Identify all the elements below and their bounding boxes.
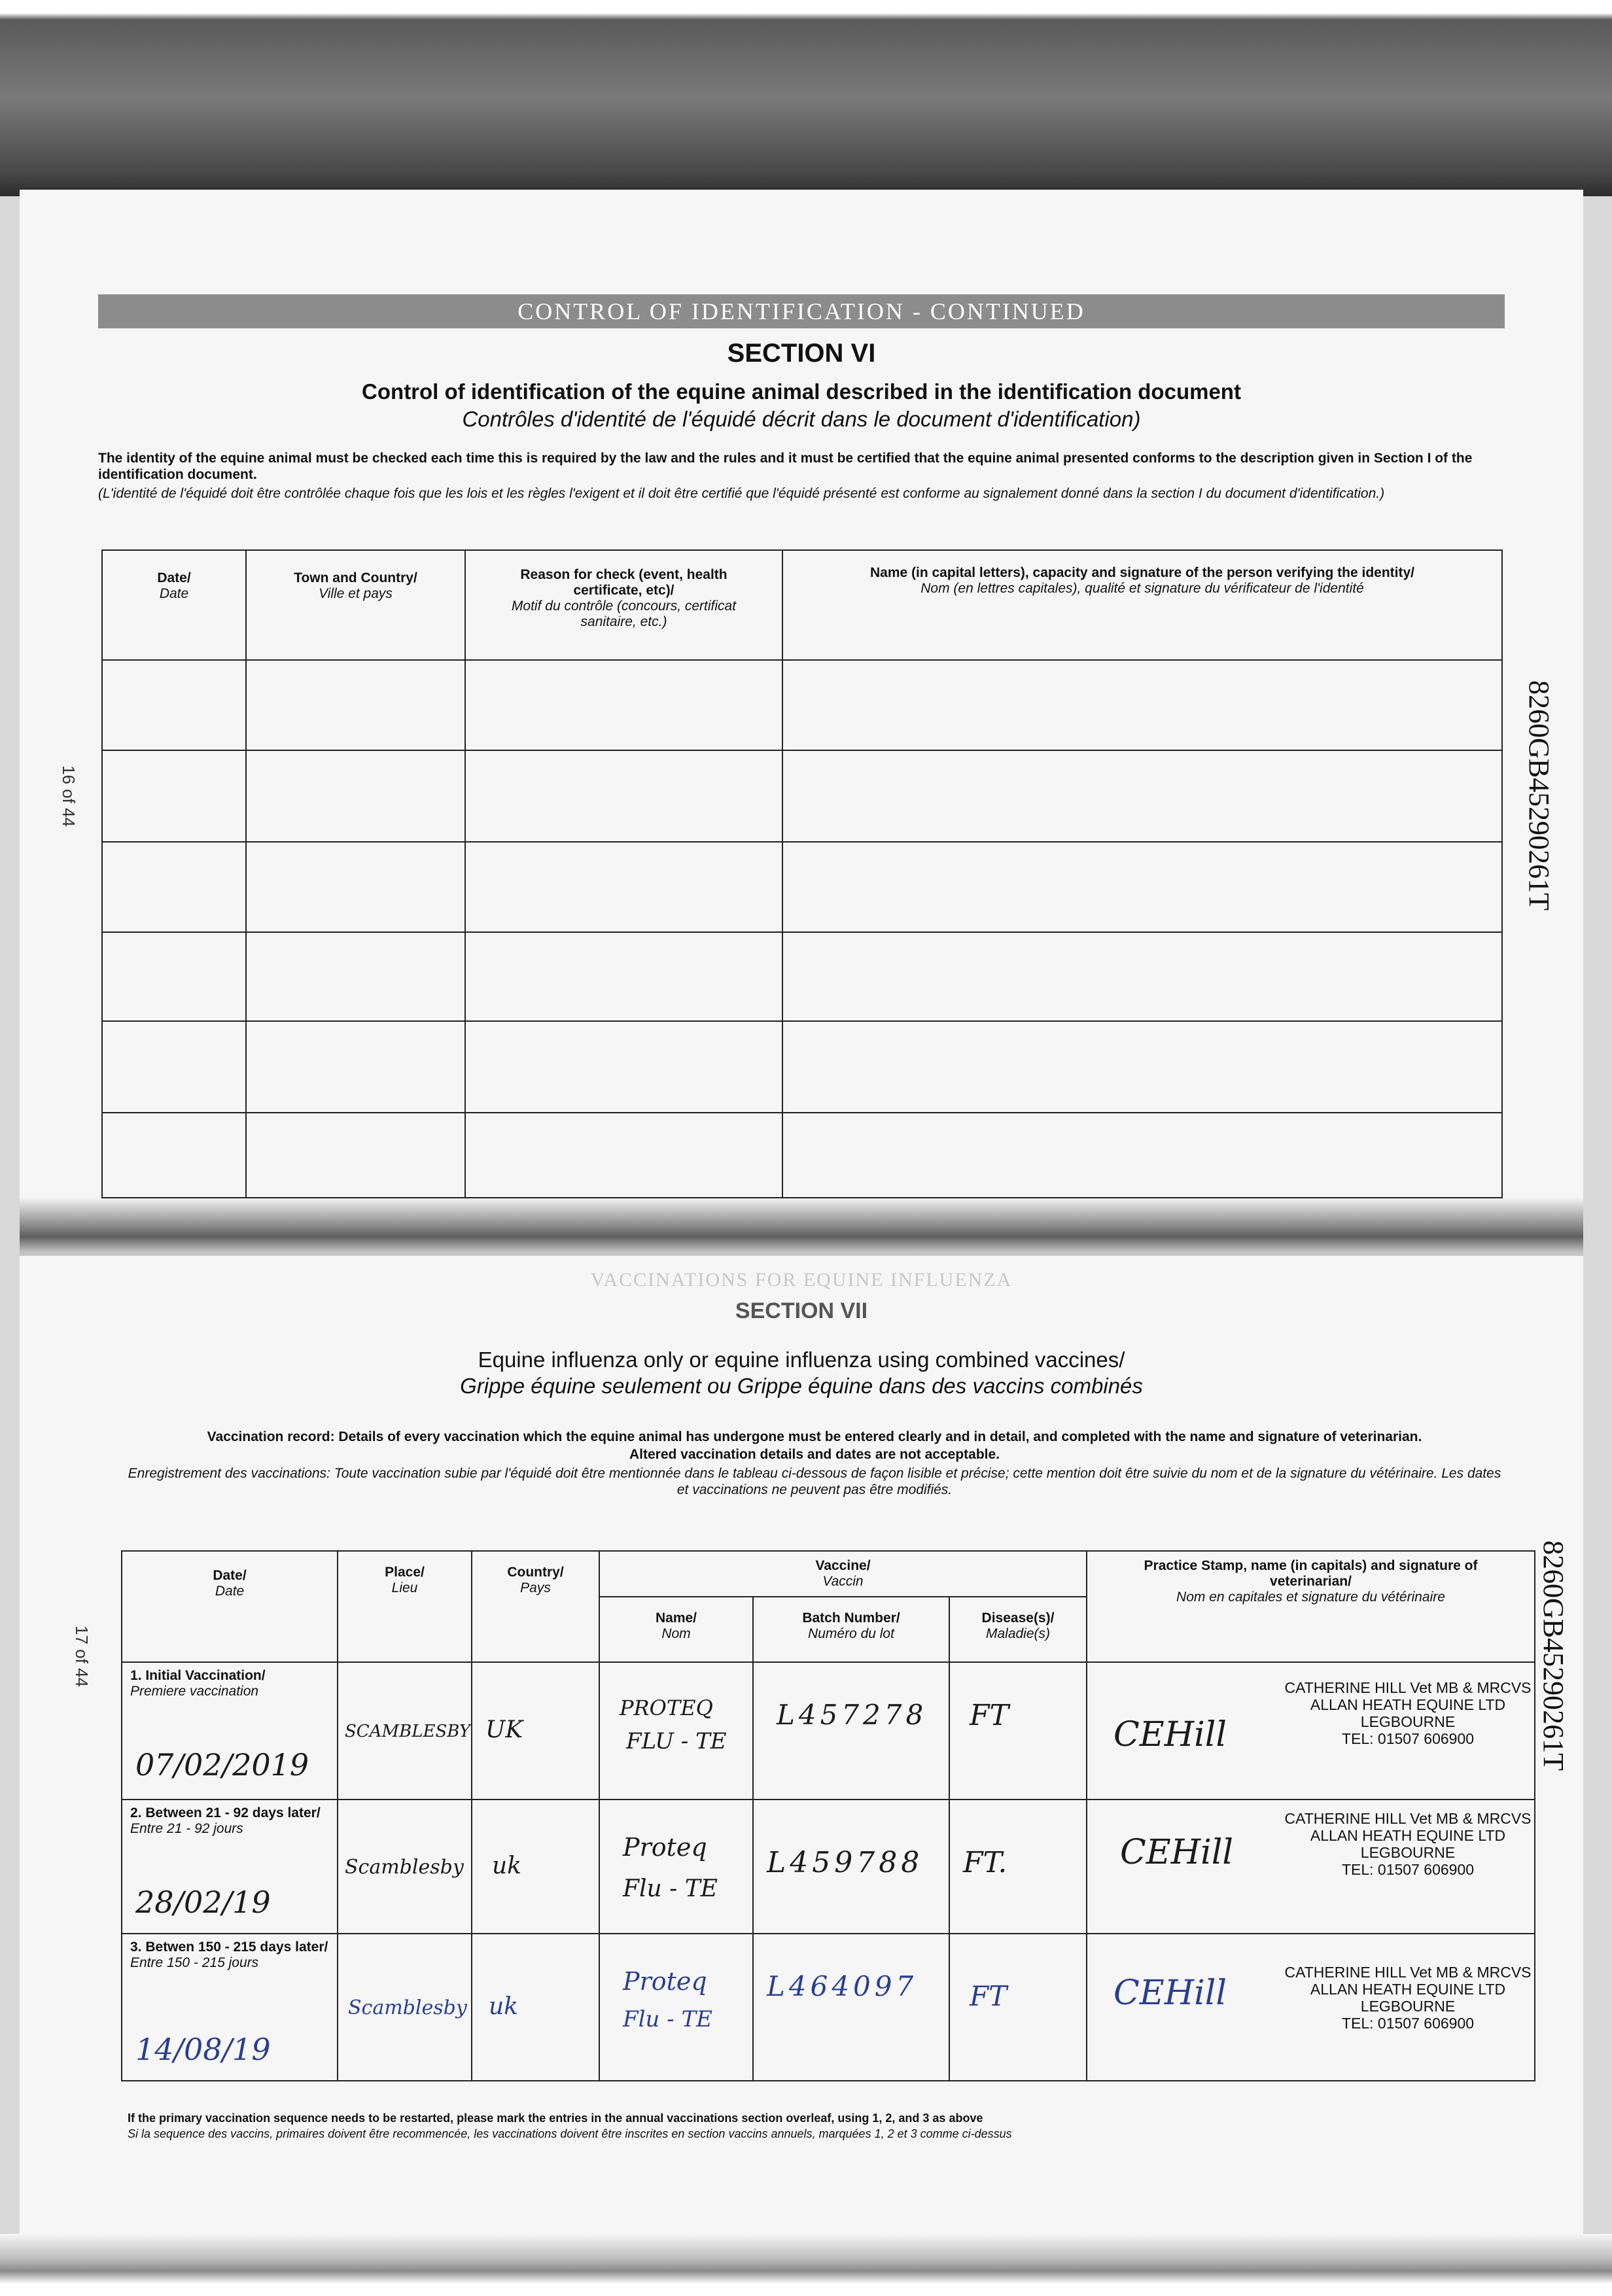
stamp-line: CATHERINE HILL Vet MB & MRCVS [1284, 1964, 1532, 1981]
vaccine-name-line2: Flu - TE [623, 1875, 718, 1902]
col-verifier-en: Name (in capital letters), capacity and signature of the person verifying the identity/ [869, 565, 1415, 580]
disease-cell [949, 1800, 1087, 1934]
vaccination-country: uk [492, 1852, 521, 1879]
vaccination-row-1 [122, 1662, 1535, 1800]
vax-name-fr: Nom [661, 1626, 691, 1641]
vax-vaccine-fr: Vaccin [822, 1574, 864, 1589]
col-reason-fr: Motif du contrôle (concours, certificat sanitaire, etc.) [511, 599, 737, 629]
col-batch-header [753, 1597, 949, 1662]
disease: FT. [963, 1846, 1008, 1879]
side-code-page16: 8260GB45290261T [1523, 680, 1555, 911]
stamp-line: ALLAN HEATH EQUINE LTD [1310, 1981, 1506, 1998]
disease: FT [970, 1980, 1008, 2012]
row-label: 3. Betwen 150 - 215 days later/ [130, 1939, 328, 1955]
vaccination-table [121, 1550, 1535, 2081]
vax-disease-en: Disease(s)/ [981, 1610, 1055, 1626]
vaccination-row-3 [122, 1934, 1535, 2081]
col-date-header [102, 550, 246, 660]
disease-cell [949, 1934, 1087, 2081]
date-cell [122, 1934, 338, 2081]
table-row [102, 750, 1502, 842]
vaccination-country: uk [489, 1993, 518, 2020]
country-cell [472, 1800, 599, 1934]
table-row [102, 842, 1502, 932]
batch-cell [753, 1800, 949, 1934]
section6-banner: CONTROL OF IDENTIFICATION - CONTINUED [98, 294, 1505, 328]
stamp-cell [1087, 1934, 1535, 2081]
stamp-line: TEL: 01507 606900 [1341, 2015, 1475, 2032]
section6-notice-fr: (L'identité de l'équidé doit être contrôlée chaque fois que les lois et les règles l'exigent et il doit être certifié que l'équidé présenté est conforme au signalement donné dans la section I du document d'identification.) [98, 486, 1385, 501]
col-reason-en: Reason for check (event, health certificate, etc)/ [520, 567, 727, 598]
stamp-cell [1087, 1662, 1535, 1800]
col-reason-header [465, 550, 782, 660]
row-label-fr: Entre 21 - 92 jours [130, 1821, 243, 1836]
section7-footer-fr: Si la sequence des vaccins, primaires doivent être recommencée, les vaccinations doivent être inscrites en section vaccins annuels, marquées 1, 2 et 3 comme ci-dessus [128, 2127, 1012, 2140]
page-number-17: 17 of 44 [72, 1626, 92, 1687]
section6-heading: SECTION VI [727, 339, 876, 368]
vax-stamp-en: Practice Stamp, name (in capitals) and signature of veterinarian/ [1144, 1558, 1478, 1589]
place-cell [338, 1934, 472, 2081]
col-verifier-header [782, 550, 1502, 660]
practice-stamp [1277, 1810, 1539, 1878]
vaccine-name-cell [599, 1934, 753, 2081]
vaccination-place: Scamblesby [348, 1996, 467, 2019]
col-country-header [472, 1551, 599, 1662]
vaccine-name-line1: Proteq [623, 1967, 707, 1996]
vet-signature: CEHill [1113, 1715, 1227, 1754]
col-date-en: Date/ [157, 570, 191, 585]
stamp-line: LEGBOURNE [1360, 1713, 1456, 1730]
section7-notice: Vaccination record: Details of every vaccination which the equine animal has undergone must be entered clearly and in detail, and completed with the name and signature of veterinarian. [207, 1429, 1422, 1444]
row-label: 2. Between 21 - 92 days later/ [130, 1805, 321, 1820]
vax-place-en: Place/ [385, 1565, 425, 1580]
place-cell [338, 1662, 472, 1800]
vaccine-name-cell [599, 1662, 753, 1800]
vet-signature: CEHill [1120, 1833, 1233, 1872]
stamp-line: LEGBOURNE [1360, 1844, 1456, 1861]
practice-stamp [1277, 1964, 1539, 2032]
vaccination-row-2 [122, 1800, 1535, 1934]
vax-vaccine-en: Vaccine/ [815, 1558, 871, 1573]
col-town-en: Town and Country/ [294, 570, 417, 585]
col-stamp-header [1087, 1551, 1535, 1662]
stamp-line: TEL: 01507 606900 [1341, 1861, 1475, 1878]
page-number-16: 16 of 44 [59, 765, 79, 827]
stamp-cell [1087, 1800, 1535, 1934]
table-row [102, 660, 1502, 750]
batch-number: L459788 [767, 1846, 924, 1879]
place-cell [338, 1800, 472, 1934]
stamp-line: ALLAN HEATH EQUINE LTD [1310, 1696, 1506, 1713]
col-place-header [338, 1551, 472, 1662]
vax-stamp-fr: Nom en capitales et signature du vétérinaire [1176, 1590, 1445, 1605]
batch-cell [753, 1934, 949, 2081]
vaccine-name-line1: Proteq [623, 1833, 707, 1862]
table-row [102, 932, 1502, 1021]
vax-country-en: Country/ [507, 1565, 564, 1580]
vaccine-name-line2: Flu - TE [623, 2006, 712, 2032]
batch-cell [753, 1662, 949, 1800]
vax-disease-fr: Maladie(s) [985, 1626, 1051, 1641]
row-label-fr: Premiere vaccination [130, 1684, 259, 1699]
col-vaccine-header [599, 1551, 1087, 1597]
section6-title-fr: Contrôles d'identité de l'équidé décrit dans le document d'identification) [462, 407, 1141, 431]
section7-banner: VACCINATIONS FOR EQUINE INFLUENZA [590, 1269, 1013, 1291]
section7-footer: If the primary vaccination sequence needs to be restarted, please mark the entries in the annual vaccinations section overleaf, using 1, 2, and 3 as above [128, 2112, 983, 2125]
col-town-header [246, 550, 465, 660]
vaccination-place: Scamblesby [345, 1856, 464, 1879]
vaccine-name-line2: FLU - TE [626, 1728, 727, 1754]
stamp-line: LEGBOURNE [1360, 1998, 1456, 2015]
disease-cell [949, 1662, 1087, 1800]
vaccination-date: 14/08/19 [135, 2032, 271, 2067]
col-disease-header [949, 1597, 1087, 1662]
country-cell [472, 1934, 599, 2081]
vax-date-en: Date/ [213, 1568, 247, 1583]
stamp-line: CATHERINE HILL Vet MB & MRCVS [1284, 1810, 1532, 1827]
col-town-fr: Ville et pays [319, 586, 393, 601]
section6-title: Control of identification of the equine animal described in the identification document [362, 379, 1241, 404]
country-cell [472, 1662, 599, 1800]
page-bottom-edge [0, 2234, 1612, 2296]
date-cell [122, 1800, 338, 1934]
col-name-header [599, 1597, 753, 1662]
side-code-page17: 8260GB45290261T [1537, 1540, 1569, 1771]
vax-name-en: Name/ [655, 1610, 697, 1626]
stamp-line: ALLAN HEATH EQUINE LTD [1310, 1827, 1506, 1844]
vax-country-fr: Pays [520, 1580, 551, 1595]
section7-notice-2: Altered vaccination details and dates are not acceptable. [629, 1447, 1000, 1462]
vaccination-place: SCAMBLESBY [345, 1722, 471, 1741]
section7-title: Equine influenza only or equine influenza using combined vaccines/ [478, 1348, 1125, 1372]
col-date-fr: Date [159, 586, 189, 601]
scan-top-shadow [0, 0, 1612, 196]
col-verifier-fr: Nom (en lettres capitales), qualité et signature du vérificateur de l'identité [920, 581, 1364, 596]
batch-number: L457278 [777, 1699, 928, 1731]
row-label-fr: Entre 150 - 215 jours [130, 1955, 259, 1970]
section6-notice: The identity of the equine animal must be checked each time this is required by the law and the rules and it must be certified that the equine animal presented conforms to the description given in Section I of the identification document. [98, 451, 1473, 482]
stamp-line: CATHERINE HILL Vet MB & MRCVS [1284, 1679, 1532, 1696]
vax-date-fr: Date [215, 1584, 245, 1599]
section7-notice-fr: Enregistrement des vaccinations: Toute vaccination subie par l'équidé doit être mentionnée dans le tableau ci-dessous de façon lisible et précise; cette mention doit être suivie du nom et de la signature du vétérinaire. Les dates et vaccinations ne peuvent pas être modifiés. [128, 1466, 1501, 1497]
col-date-header [122, 1551, 338, 1662]
table-row [102, 1021, 1502, 1113]
vaccination-country: UK [485, 1716, 523, 1743]
vaccination-date: 28/02/19 [135, 1885, 271, 1920]
section7-title-fr: Grippe équine seulement ou Grippe équine dans des vaccins combinés [460, 1374, 1143, 1398]
vaccine-name-cell [599, 1800, 753, 1934]
practice-stamp [1277, 1679, 1539, 1747]
vax-place-fr: Lieu [391, 1580, 418, 1595]
vax-batch-fr: Numéro du lot [808, 1626, 894, 1641]
table-row [102, 1113, 1502, 1198]
identification-check-table [101, 549, 1503, 1198]
vaccine-name-line1: PROTEQ [620, 1696, 713, 1720]
row-label: 1. Initial Vaccination/ [130, 1668, 266, 1683]
disease: FT [970, 1699, 1009, 1732]
date-cell [122, 1662, 338, 1800]
vet-signature: CEHill [1113, 1974, 1227, 2013]
vaccination-date: 07/02/2019 [135, 1747, 309, 1783]
vax-batch-en: Batch Number/ [802, 1610, 900, 1626]
batch-number: L464097 [767, 1970, 918, 2002]
stamp-line: TEL: 01507 606900 [1341, 1730, 1475, 1747]
section7-heading: SECTION VII [735, 1298, 868, 1323]
